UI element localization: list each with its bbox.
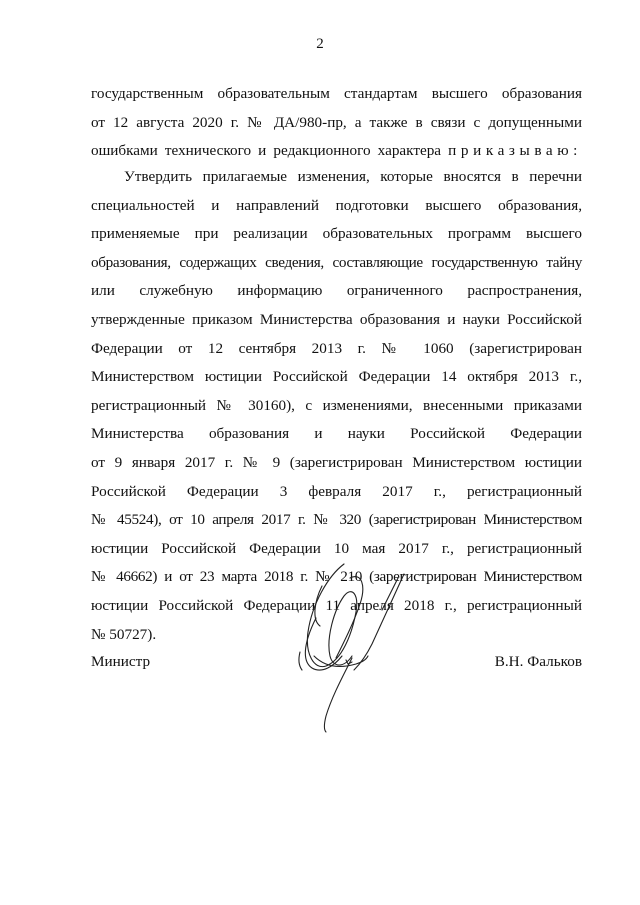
order-word: приказываю: xyxy=(448,142,582,160)
text-line: Утвердить прилагаемые изменения, которые вносятся в перечни xyxy=(124,168,582,185)
signatory-title: Министр xyxy=(91,653,151,670)
signatory-name: В.Н. Фальков xyxy=(494,653,582,670)
text-line: юстиции Российской Федерации 11 апреля 2018 г., регистрационный xyxy=(91,596,582,614)
text-line: Российской Федерации 3 февраля 2017 г., регистрационный xyxy=(91,482,582,500)
text-line: образования, содержащих сведения, составляющие государственную тайну xyxy=(91,253,582,271)
page-number: 2 xyxy=(316,36,324,52)
text-line: специальностей и направлений подготовки высшего образования, xyxy=(91,196,582,214)
text-line: от 12 августа 2020 г. № ДА/980-пр, а также в связи с допущенными xyxy=(91,113,582,131)
text-line: юстиции Российской Федерации 10 мая 2017 г., регистрационный xyxy=(91,539,582,557)
text-line: № 45524), от 10 апреля 2017 г. № 320 (зарегистрирован Министерством xyxy=(91,511,582,529)
text-line: регистрационный № 30160), с изменениями, внесенными приказами xyxy=(91,396,582,414)
text-line-with-order xyxy=(91,137,582,166)
text-line: № 50727). xyxy=(91,625,157,643)
text-line: Федерации от 12 сентября 2013 г. № 1060 (зарегистрирован xyxy=(91,339,582,357)
text-line: применяемые при реализации образовательных программ высшего xyxy=(91,225,582,243)
text-line: Министерством юстиции Российской Федерации 14 октября 2013 г., xyxy=(91,368,582,386)
text-line: Министерства образования и науки Российской Федерации xyxy=(91,425,582,443)
text-line: государственным образовательным стандартам высшего образования xyxy=(91,85,582,102)
text-line: утвержденные приказом Министерства образования и науки Российской xyxy=(91,310,582,328)
paragraph-preamble xyxy=(91,80,582,166)
text-fragment: ошибками технического и редакционного характера xyxy=(91,142,442,160)
handwritten-signature xyxy=(286,556,416,746)
text-line: от 9 января 2017 г. № 9 (зарегистрирован Министерством юстиции xyxy=(91,453,582,471)
text-line: № 46662) и от 23 марта 2018 г. № 210 (зарегистрирован Министерством xyxy=(91,568,582,586)
text-line: или служебную информацию ограниченного распространения, xyxy=(91,282,582,300)
